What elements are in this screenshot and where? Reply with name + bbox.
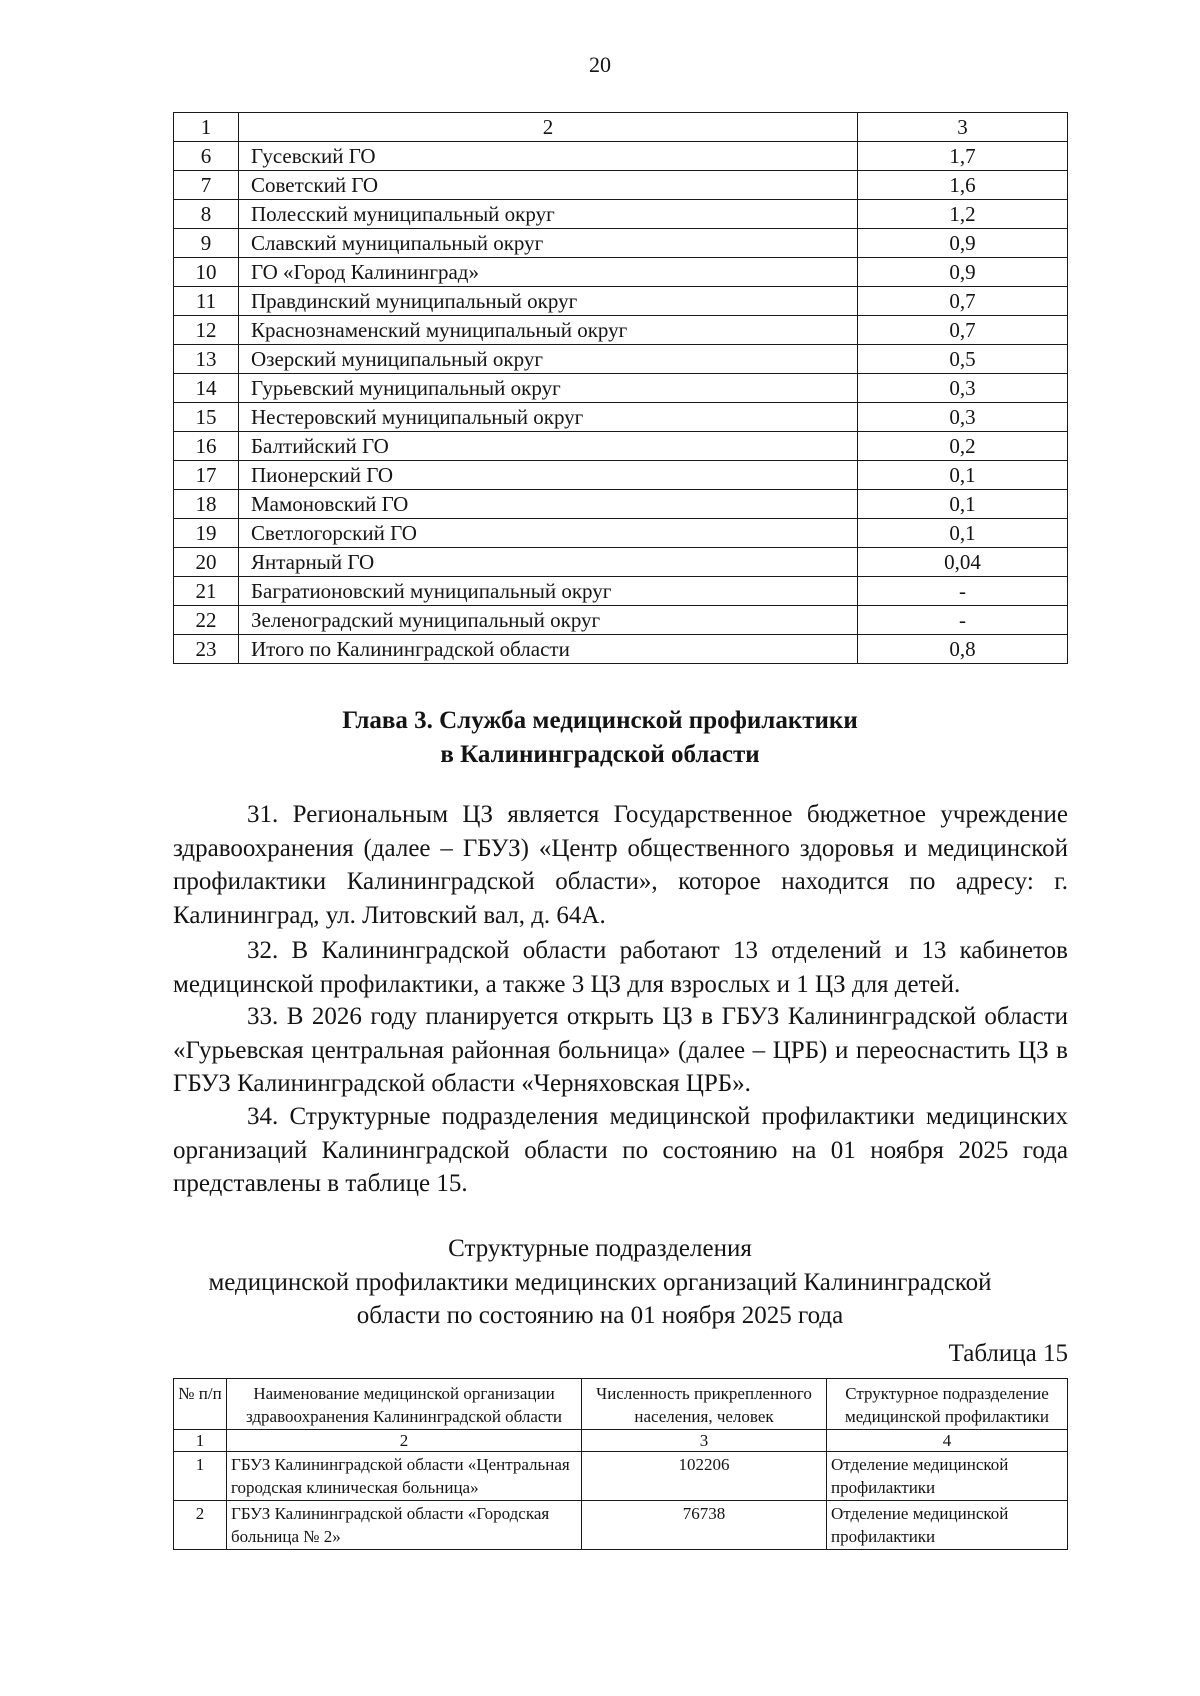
- table-15-label: Таблица 15: [948, 1340, 1068, 1367]
- indicator-value: 1,6: [858, 171, 1068, 200]
- row-number: 9: [174, 229, 239, 258]
- row-number: 14: [174, 374, 239, 403]
- row-number: 7: [174, 171, 239, 200]
- numbering-cell: 4: [827, 1430, 1068, 1452]
- table-row: [174, 635, 1068, 664]
- indicator-value: 0,2: [858, 432, 1068, 461]
- paragraph-33: [173, 1000, 1068, 1101]
- indicator-value: 0,3: [858, 374, 1068, 403]
- table-header-row: [174, 113, 1068, 142]
- row-number: 6: [174, 142, 239, 171]
- table-15-header-row: [174, 1379, 1068, 1430]
- district-table: [173, 112, 1068, 664]
- table-15-caption: [0, 1232, 1200, 1333]
- district-name: Советский ГО: [239, 171, 858, 200]
- unit-name: Отделение медицинской профилактики: [827, 1452, 1068, 1501]
- district-name: Светлогорский ГО: [239, 519, 858, 548]
- indicator-value: 0,1: [858, 519, 1068, 548]
- table-row: [174, 287, 1068, 316]
- page-number: 20: [589, 52, 611, 77]
- district-name: Гурьевский муниципальный округ: [239, 374, 858, 403]
- table-row: [174, 316, 1068, 345]
- paragraph-31: [173, 798, 1068, 932]
- table-row: [174, 142, 1068, 171]
- district-name: Славский муниципальный округ: [239, 229, 858, 258]
- numbering-cell: 2: [227, 1430, 582, 1452]
- header-organization: Наименование медицинской организации здравоохранения Калининградской области: [227, 1379, 582, 1430]
- row-number: 17: [174, 461, 239, 490]
- district-name: Итого по Калининградской области: [239, 635, 858, 664]
- chapter-heading: [0, 704, 1200, 772]
- paragraph-34-text: 34. Структурные подразделения медицинской профилактики медицинских организаций Калининградской области по состоянию на 01 ноября 2025 года представлены в таблице 15.: [173, 1103, 1068, 1197]
- table-row: [174, 461, 1068, 490]
- table-row: [174, 1501, 1068, 1550]
- indicator-value: 0,8: [858, 635, 1068, 664]
- header-unit: Структурное подразделение медицинской профилактики: [827, 1379, 1068, 1430]
- row-number: 2: [174, 1501, 227, 1550]
- row-number: 12: [174, 316, 239, 345]
- district-name: Правдинский муниципальный округ: [239, 287, 858, 316]
- indicator-value: 0,04: [858, 548, 1068, 577]
- numbering-cell: 1: [174, 1430, 227, 1452]
- district-name: Озерский муниципальный округ: [239, 345, 858, 374]
- indicator-value: 0,1: [858, 461, 1068, 490]
- district-name: ГО «Город Калининград»: [239, 258, 858, 287]
- indicator-value: 0,1: [858, 490, 1068, 519]
- paragraph-32-text: 32. В Калининградской области работают 13 отделений и 13 кабинетов медицинской профилактики, а также 3 ЦЗ для взрослых и 1 ЦЗ для детей.: [173, 937, 1068, 998]
- table-row: [174, 229, 1068, 258]
- district-name: Пионерский ГО: [239, 461, 858, 490]
- row-number: 1: [174, 1452, 227, 1501]
- district-name: Нестеровский муниципальный округ: [239, 403, 858, 432]
- row-number: 19: [174, 519, 239, 548]
- district-name: Балтийский ГО: [239, 432, 858, 461]
- table-row: [174, 519, 1068, 548]
- table-row: [174, 403, 1068, 432]
- row-number: 16: [174, 432, 239, 461]
- population-count: 76738: [582, 1501, 827, 1550]
- row-number: 8: [174, 200, 239, 229]
- row-number: 23: [174, 635, 239, 664]
- unit-name: Отделение медицинской профилактики: [827, 1501, 1068, 1550]
- row-number: 11: [174, 287, 239, 316]
- indicator-value: 0,9: [858, 229, 1068, 258]
- indicator-value: 1,7: [858, 142, 1068, 171]
- table-row: [174, 200, 1068, 229]
- indicator-value: 0,7: [858, 316, 1068, 345]
- row-number: 13: [174, 345, 239, 374]
- indicator-value: -: [858, 606, 1068, 635]
- table-row: [174, 1452, 1068, 1501]
- table-row: [174, 490, 1068, 519]
- table-row: [174, 258, 1068, 287]
- caption-line-1: Структурные подразделения: [448, 1235, 752, 1262]
- indicator-value: 1,2: [858, 200, 1068, 229]
- table-row: [174, 548, 1068, 577]
- indicator-value: 0,7: [858, 287, 1068, 316]
- table-row: [174, 345, 1068, 374]
- column-number-3: 3: [858, 113, 1068, 142]
- caption-line-3: области по состоянию на 01 ноября 2025 года: [356, 1302, 844, 1329]
- row-number: 10: [174, 258, 239, 287]
- table-row: [174, 606, 1068, 635]
- caption-line-2: медицинской профилактики медицинских организаций Калининградской: [208, 1268, 992, 1296]
- indicator-value: 0,3: [858, 403, 1068, 432]
- organization-name: ГБУЗ Калининградской области «Центральная городская клиническая больница»: [227, 1452, 582, 1501]
- population-count: 102206: [582, 1452, 827, 1501]
- row-number: 15: [174, 403, 239, 432]
- district-name: Багратионовский муниципальный округ: [239, 577, 858, 606]
- chapter-subtitle: в Калининградской области: [440, 741, 760, 768]
- paragraph-32: [173, 934, 1068, 1001]
- table-row: [174, 432, 1068, 461]
- paragraph-34: [173, 1100, 1068, 1201]
- row-number: 21: [174, 577, 239, 606]
- table-row: [174, 171, 1068, 200]
- paragraph-33-text: 33. В 2026 году планируется открыть ЦЗ в ГБУЗ Калининградской области «Гурьевская центральная районная больница» (далее – ЦРБ) и переоснастить ЦЗ в ГБУЗ Калининградской области «Черняховская ЦРБ».: [173, 1003, 1068, 1097]
- indicator-value: 0,5: [858, 345, 1068, 374]
- district-name: Полесский муниципальный округ: [239, 200, 858, 229]
- row-number: 18: [174, 490, 239, 519]
- row-number: 22: [174, 606, 239, 635]
- table-row: [174, 374, 1068, 403]
- district-name: Зеленоградский муниципальный округ: [239, 606, 858, 635]
- district-name: Янтарный ГО: [239, 548, 858, 577]
- table-15: [173, 1378, 1068, 1550]
- indicator-value: 0,9: [858, 258, 1068, 287]
- indicator-value: -: [858, 577, 1068, 606]
- numbering-cell: 3: [582, 1430, 827, 1452]
- paragraph-31-text: 31. Региональным ЦЗ является Государственное бюджетное учреждение здравоохранения (далее – ГБУЗ) «Центр общественного здоровья и медицинской профилактики Калининградской области», которое находится по адресу: г. Калининград, ул. Литовский вал, д. 64А.: [173, 801, 1068, 929]
- district-name: Краснознаменский муниципальный округ: [239, 316, 858, 345]
- chapter-title: Глава 3. Служба медицинской профилактики: [342, 707, 858, 734]
- district-name: Мамоновский ГО: [239, 490, 858, 519]
- table-15-numbering-row: [174, 1430, 1068, 1452]
- column-number-1: 1: [174, 113, 239, 142]
- column-number-2: 2: [239, 113, 858, 142]
- row-number: 20: [174, 548, 239, 577]
- header-number: № п/п: [174, 1379, 227, 1430]
- district-name: Гусевский ГО: [239, 142, 858, 171]
- header-population: Численность прикрепленного населения, человек: [582, 1379, 827, 1430]
- organization-name: ГБУЗ Калининградской области «Городская больница № 2»: [227, 1501, 582, 1550]
- table-row: [174, 577, 1068, 606]
